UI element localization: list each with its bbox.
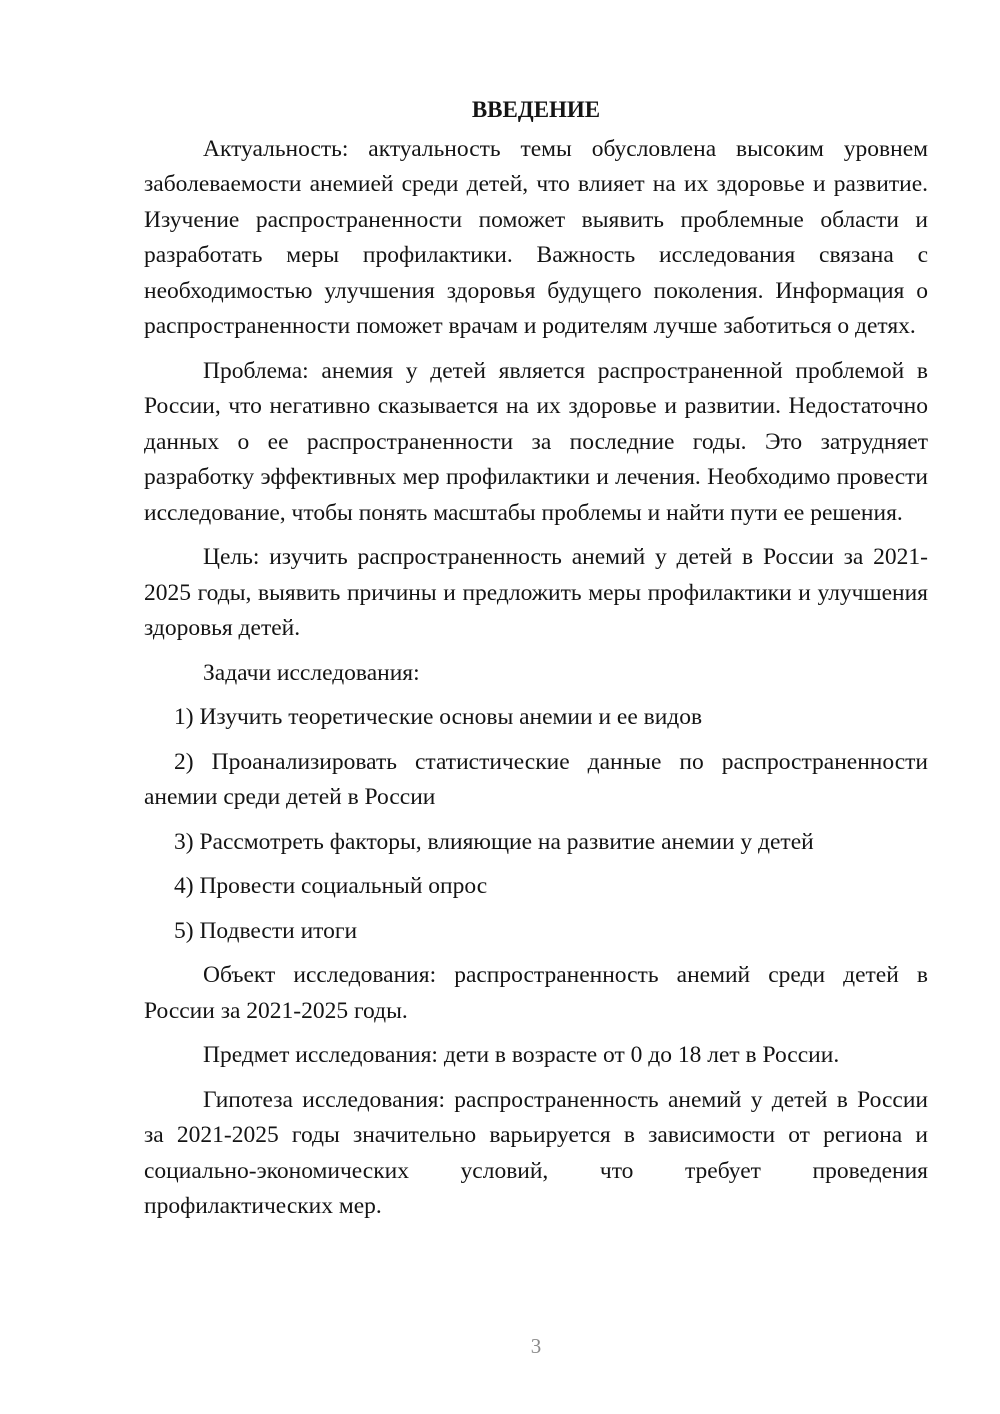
object-paragraph: Объект исследования: распространенность анемий среди детей в России за 2021-2025 годы. — [144, 962, 928, 1024]
relevance-paragraph: Актуальность: актуальность темы обусловлена высоким уровнем заболеваемости анемией среди детей, что влияет на их здоровье и развитие. Изучение распространенности поможет выявить проблемные области и разработать меры профилактики. Важность исследования связана с необходимостью улучшения здоровья будущего поколения. Информация о распространенности поможет врачам и родителям лучше заботиться о детях. — [144, 135, 928, 339]
subject-paragraph: Предмет исследования: дети в возрасте от 0 до 18 лет в России. — [203, 1042, 840, 1068]
task-item-3: 3) Рассмотреть факторы, влияющие на развитие анемии у детей — [174, 828, 814, 855]
task-item-5: 5) Подвести итоги — [174, 917, 358, 944]
goal-paragraph: Цель: изучить распространенность анемий у детей в России за 2021-2025 годы, выявить причины и предложить меры профилактики и улучшения здоровья детей. — [144, 544, 928, 641]
tasks-heading: Задачи исследования: — [203, 659, 420, 686]
problem-paragraph: Проблема: анемия у детей является распространенной проблемой в России, что негативно сказывается на их здоровье и развитии. Недостаточно данных о ее распространенности за последние годы. Это затрудняет разработку эффективных мер профилактики и лечения. Необходимо провести исследование, чтобы понять масштабы проблемы и найти пути ее решения. — [144, 357, 928, 526]
hypothesis-paragraph: Гипотеза исследования: распространенность анемий у детей в России за 2021-2025 годы значительно варьируется в зависимости от региона и социально-экономических условий, что требует проведения профилактических мер. — [144, 1086, 928, 1219]
page-number: 3 — [530, 1334, 542, 1358]
document-body — [144, 92, 928, 1234]
task-item-2: 2) Проанализировать статистические данные по распространенности анемии среди детей в России — [144, 748, 928, 810]
task-item-4: 4) Провести социальный опрос — [174, 873, 488, 899]
section-title: ВВЕДЕНИЕ — [471, 97, 601, 122]
task-item-1: 1) Изучить теоретические основы анемии и ее видов — [174, 704, 703, 730]
